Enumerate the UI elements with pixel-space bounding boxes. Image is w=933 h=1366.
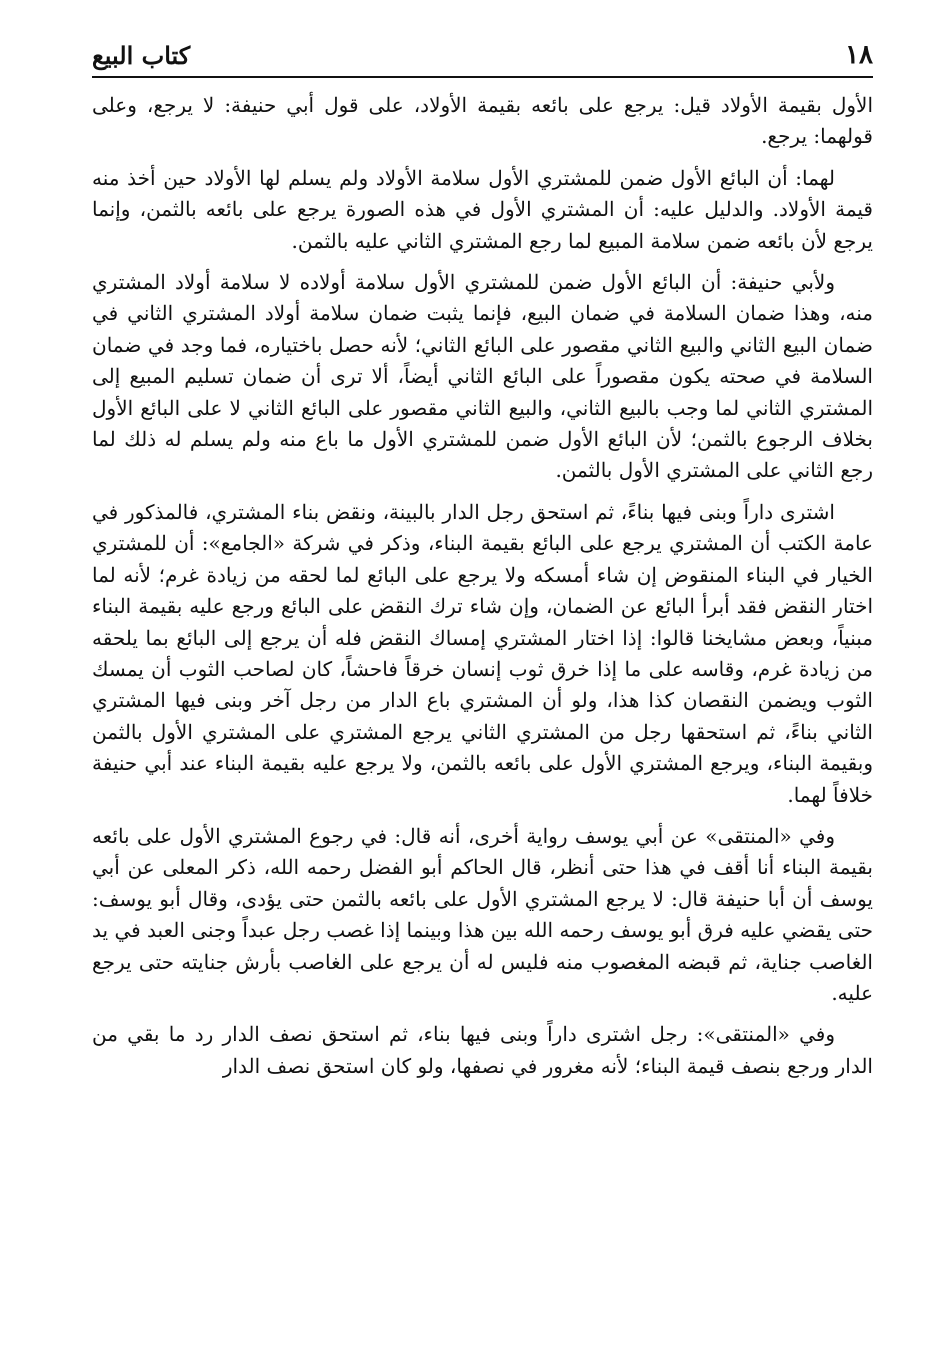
page-number: ١٨ <box>845 40 873 70</box>
paragraph: الأول بقيمة الأولاد قيل: يرجع على بائعه بقيمة الأولاد، على قول أبي حنيفة: لا يرجع، وعلى قولهما: يرجع. <box>92 93 873 149</box>
page-body <box>92 90 873 1082</box>
paragraph: اشترى داراً وبنى فيها بناءً، ثم استحق رجل الدار بالبينة، ونقض بناء المشتري، فالمذكور في عامة الكتب أن المشتري يرجع على البائع بقيمة البناء، وذكر في شركة «الجامع»: أن للمشتري الخيار في البناء المنقوض إن شاء أمسكه ولا يرجع على البائع لما لحقه من زيادة غرم؛ لأنه لما اختار النقض فقد أبرأ البائع عن الضمان، وإن شاء ترك النقض على البائع ورجع عليه بقيمة البناء مبنياً، وبعض مشايخنا قالوا: إذا اختار المشتري إمساك النقض فله أن يرجع إلى البائع بما يلحقه من زيادة غرم، وقاسه على ما إذا خرق ثوب إنسان خرقاً فاحشاً، كان لصاحب الثوب أن يمسك الثوب ويضمن النقصان كذا هذا، ولو أن المشتري باع الدار من رجل آخر وبنى فيها المشتري الثاني بناءً، ثم استحقها رجل من المشتري الثاني يرجع المشتري على المشتري الأول بالثمن وبقيمة البناء، ويرجع المشتري الأول على بائعه بالثمن، ولا يرجع عليه بقيمة البناء عند أبي حنيفة خلافاً لهما. <box>92 499 873 807</box>
book-title: كتاب البيع <box>92 41 191 70</box>
paragraph: وفي «المنتقى» عن أبي يوسف رواية أخرى، أنه قال: في رجوع المشتري الأول على بائعه بقيمة البناء أنا أقف في هذا حتى أنظر، قال الحاكم أبو الفضل رحمه الله، ذكر المعلى عن أبي يوسف أن أبا حنيفة قال: لا يرجع المشتري الأول على بائعه بالثمن حتى يؤدى، وقال أبو يوسف: حتى يقضي عليه فرق أبو يوسف رحمه الله بين هذا وبينما إذا غصب رجل عبداً وجنى العبد في يد الغاصب جناية، ثم قبضه المغصوب منه فليس له أن يرجع على الغاصب بأرش جنايته حتى يرجع عليه. <box>92 823 873 1005</box>
paragraph: ولأبي حنيفة: أن البائع الأول ضمن للمشتري الأول سلامة أولاده لا سلامة أولاد المشتري منه، وهذا ضمان السلامة في ضمان البيع، فإنما يثبت ضمان سلامة أولاد المشتري الثاني في ضمان البيع الثاني والبيع الثاني مقصور على البائع الثاني؛ لأنه حصل باختياره، فما وجد في ضمان السلامة في صحته يكون مقصوراً على البائع الثاني أيضاً، ألا ترى أن ضمان تسليم المبيع إلى المشتري الثاني لما وجب بالبيع الثاني، والبيع الثاني مقصور على البائع الثاني لا على البائع الأول بخلاف الرجوع بالثمن؛ لأن البائع الأول ضمن للمشتري الأول ما باع منه ولم يسلم له ذلك لما رجع الثاني على المشتري الأول بالثمن. <box>92 270 873 483</box>
paragraph: لهما: أن البائع الأول ضمن للمشتري الأول سلامة الأولاد ولم يسلم لها الأولاد حين أخذ منه قيمة الأولاد. والدليل عليه: أن المشتري الأول في هذه الصورة يرجع على بائعه بالثمن، وإنما يرجع لأن بائعه ضمن سلامة المبيع لما رجع المشتري الثاني عليه بالثمن. <box>92 165 873 253</box>
page-header <box>92 36 873 78</box>
paragraph: وفي «المنتقى»: رجل اشترى داراً وبنى فيها بناء، ثم استحق نصف الدار رد ما بقي من الدار ورجع بنصف قيمة البناء؛ لأنه مغرور في نصفها، ولو كان استحق نصف الدار <box>92 1022 873 1078</box>
